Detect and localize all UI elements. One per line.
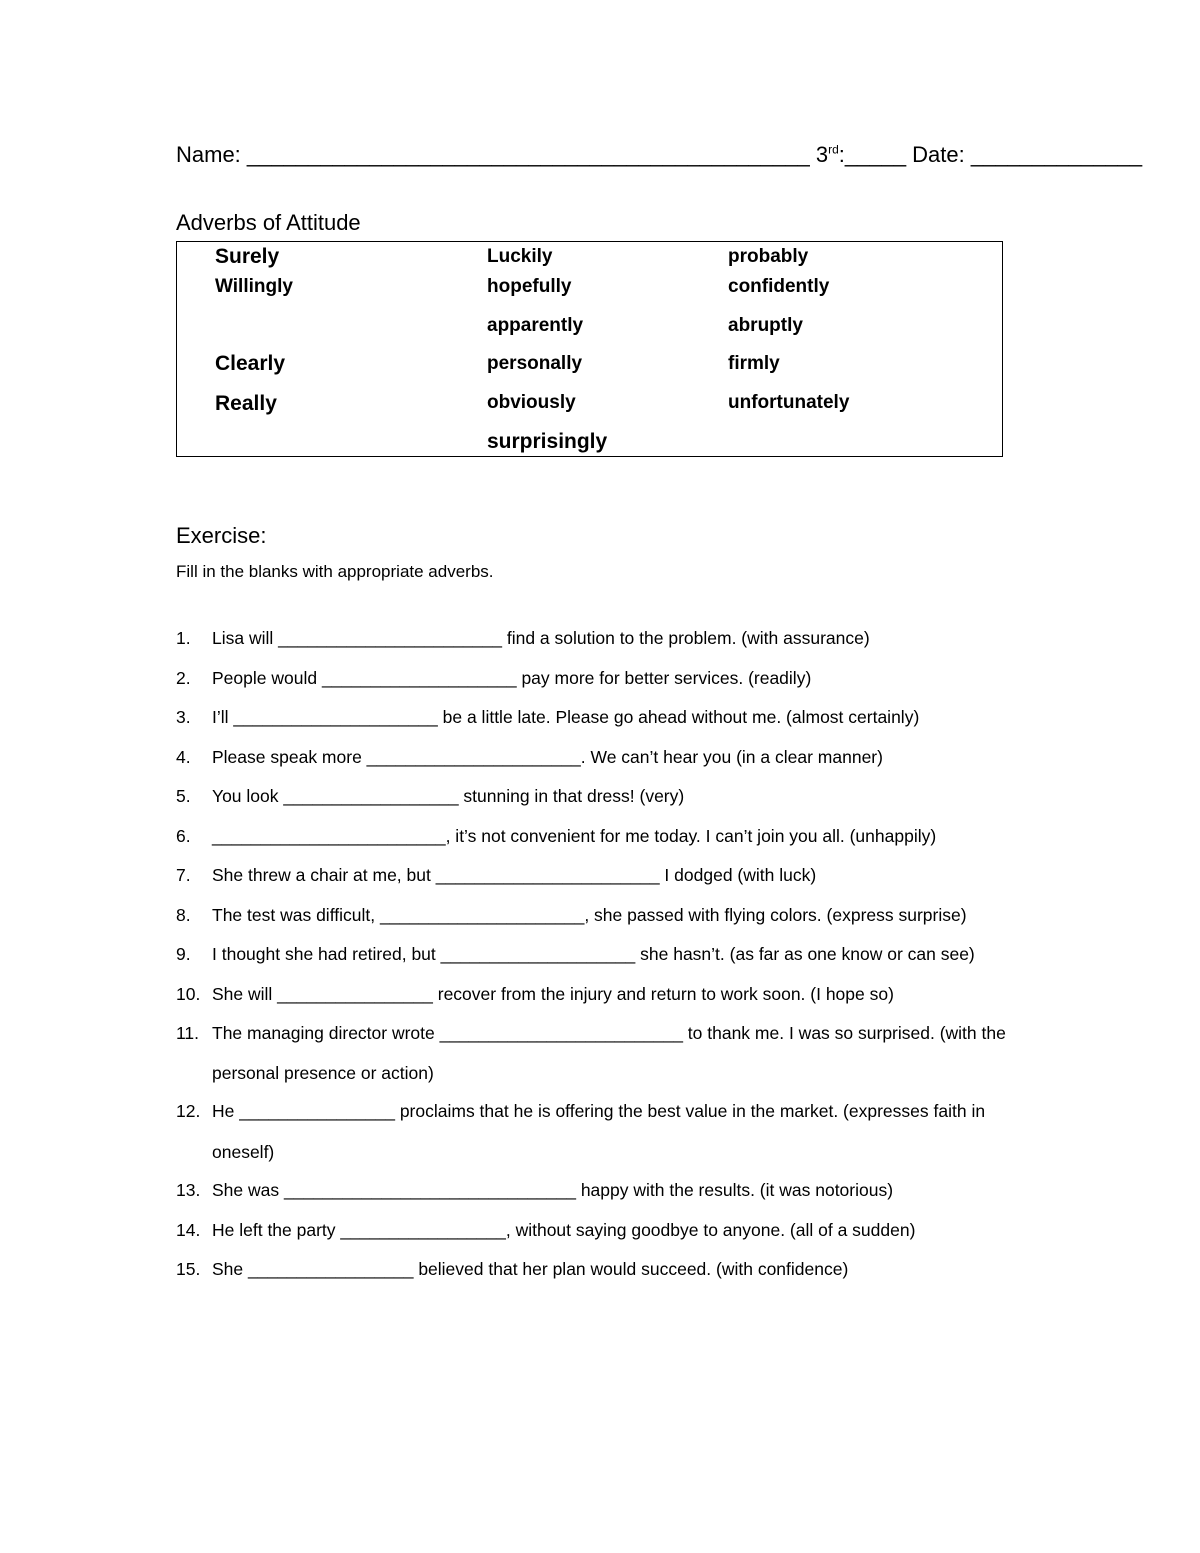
item-text: ________________________, it’s not convenient for me today. I can’t join you all. (unhappily): [212, 826, 937, 846]
item-number: 1.: [176, 628, 191, 648]
exercise-item-continuation: oneself): [212, 1142, 275, 1162]
exercise-item: [176, 944, 975, 965]
exercise-item: [176, 984, 894, 1005]
adverb-word: Willingly: [215, 276, 293, 297]
name-field-label: Name: ______________________________________________ 3: [176, 142, 829, 167]
exercise-instructions: Fill in the blanks with appropriate adverbs.: [176, 562, 494, 581]
item-number: 13.: [176, 1180, 201, 1200]
item-text: People would ____________________ pay more for better services. (readily): [212, 668, 812, 688]
exercise-item: [176, 1023, 1006, 1044]
item-number: 11.: [176, 1023, 200, 1043]
adverb-word: apparently: [487, 315, 584, 336]
item-number: 9.: [176, 944, 191, 964]
adverb-word: unfortunately: [728, 392, 850, 413]
item-text: I thought she had retired, but ____________________ she hasn’t. (as far as one know or can see): [212, 944, 975, 964]
exercise-item: [176, 865, 816, 886]
exercise-item: [176, 1259, 848, 1280]
exercise-item: [176, 707, 919, 728]
exercise-item-continuation: personal presence or action): [212, 1063, 434, 1083]
exercise-item: [176, 905, 967, 926]
item-text: He left the party _________________, without saying goodbye to anyone. (all of a sudden): [212, 1220, 916, 1240]
item-text: She threw a chair at me, but _______________________ I dodged (with luck): [212, 865, 817, 885]
item-number: 15.: [176, 1259, 201, 1279]
adverb-word: Surely: [215, 245, 280, 268]
adverb-word-bank: [176, 241, 1003, 457]
ordinal-suffix: rd: [828, 142, 839, 157]
adverb-word: hopefully: [487, 276, 572, 297]
adverb-word: abruptly: [728, 315, 803, 336]
item-number: 8.: [176, 905, 191, 925]
item-number: 12.: [176, 1101, 201, 1121]
adverb-word: surprisingly: [487, 430, 608, 453]
item-text: I’ll _____________________ be a little late. Please go ahead without me. (almost certainly): [212, 707, 920, 727]
item-number: 14.: [176, 1220, 201, 1240]
exercise-item: [176, 786, 684, 807]
header-line: [176, 142, 1142, 168]
exercise-item: [176, 1180, 893, 1201]
item-number: 6.: [176, 826, 191, 846]
period-date-label: :_____ Date: ______________: [838, 142, 1143, 167]
item-text: You look __________________ stunning in that dress! (very): [212, 786, 685, 806]
item-number: 2.: [176, 668, 191, 688]
exercise-item: [176, 747, 883, 768]
item-number: 4.: [176, 747, 191, 767]
item-text: Please speak more ______________________. We can’t hear you (in a clear manner): [212, 747, 883, 767]
adverbs-title: Adverbs of Attitude: [176, 210, 361, 235]
item-number: 10.: [176, 984, 201, 1004]
adverb-word: probably: [728, 246, 809, 267]
item-number: 3.: [176, 707, 191, 727]
adverb-word: personally: [487, 353, 583, 374]
exercise-item: [176, 668, 811, 689]
item-number: 5.: [176, 786, 191, 806]
item-text: The managing director wrote _________________________ to thank me. I was so surprised. (with the: [212, 1023, 1006, 1043]
exercise-item: [176, 1101, 985, 1122]
item-text: She _________________ believed that her plan would succeed. (with confidence): [212, 1259, 849, 1279]
adverb-word: confidently: [728, 276, 830, 297]
adverb-word: firmly: [728, 353, 780, 374]
exercise-item: [176, 628, 870, 649]
item-number: 7.: [176, 865, 191, 885]
exercise-item: [176, 826, 936, 847]
item-text: He ________________ proclaims that he is offering the best value in the market. (expresses faith in: [212, 1101, 986, 1121]
exercise-item: [176, 1220, 915, 1241]
adverb-word: Really: [215, 392, 277, 415]
adverb-word: Clearly: [215, 352, 286, 375]
item-text: The test was difficult, _____________________, she passed with flying colors. (express surprise): [212, 905, 967, 925]
adverb-word: Luckily: [487, 246, 553, 267]
item-text: She will ________________ recover from the injury and return to work soon. (I hope so): [212, 984, 894, 1004]
adverb-word: obviously: [487, 392, 576, 413]
item-text: Lisa will _______________________ find a solution to the problem. (with assurance): [212, 628, 870, 648]
item-text: She was ______________________________ happy with the results. (it was notorious): [212, 1180, 894, 1200]
exercise-title: Exercise:: [176, 523, 267, 548]
